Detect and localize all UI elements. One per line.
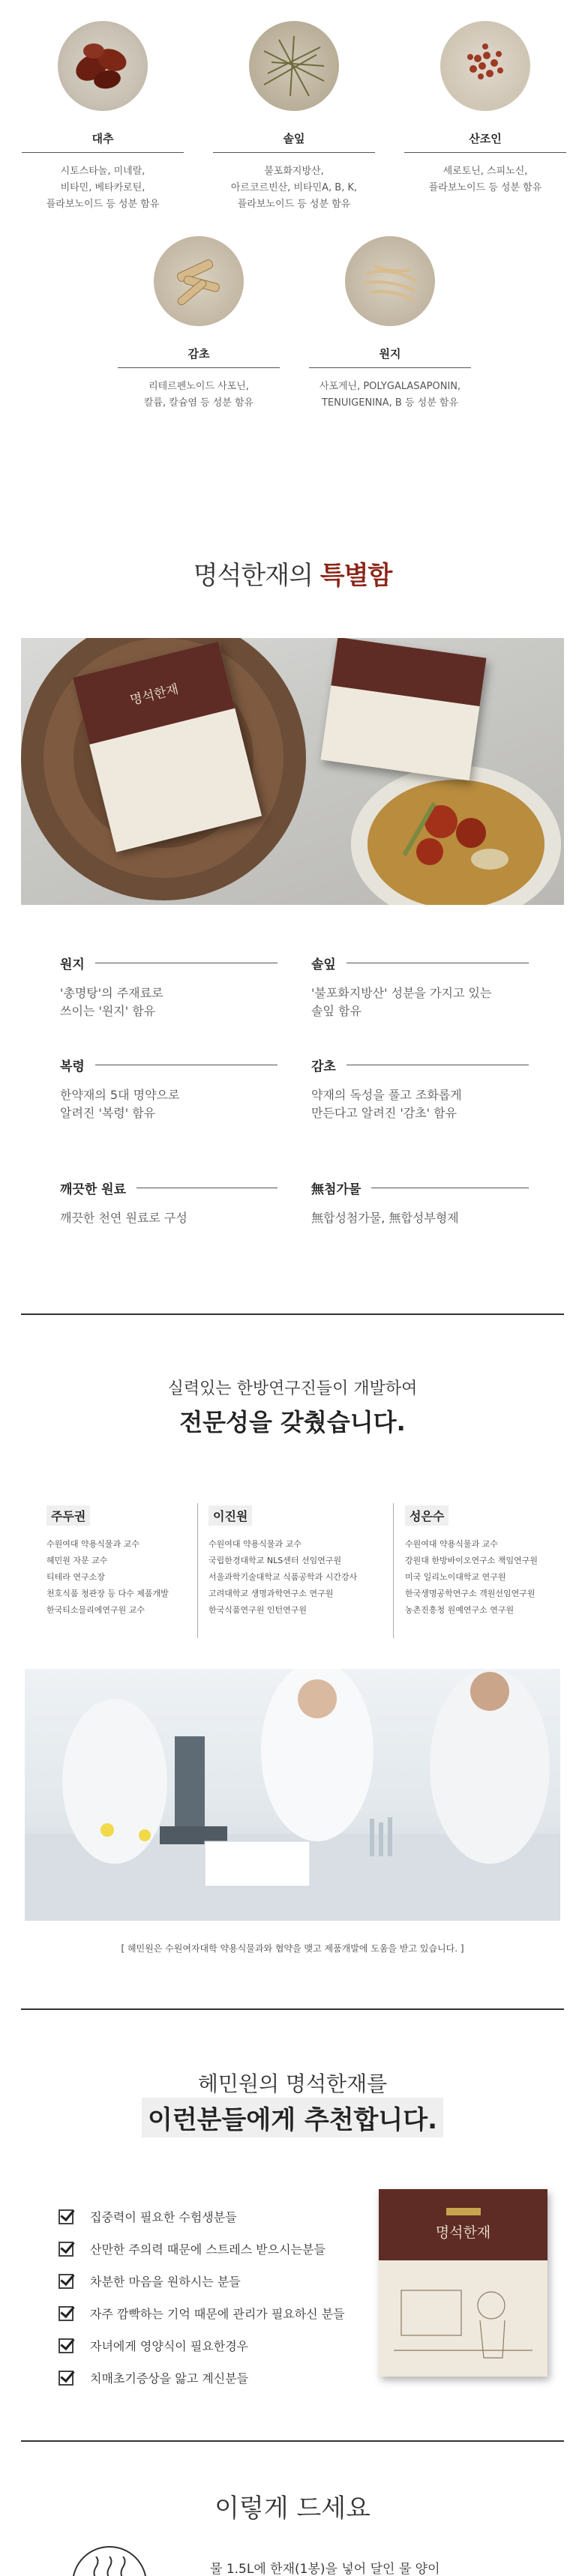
researcher-name: 이진원 <box>208 1505 252 1526</box>
career-line: 천호식품 청관장 등 다수 제품개발 <box>46 1589 169 1598</box>
list-item <box>58 2297 345 2329</box>
feature-desc: 약재의 독성을 풀고 조화롭게 만든다고 알려진 '감초' 함유 <box>311 1088 462 1120</box>
researcher-career <box>208 1536 378 1619</box>
feature-desc: 無합성첨가물, 無합성부형제 <box>311 1211 459 1225</box>
career-line: 수원여대 약용식물과 교수 <box>208 1539 302 1549</box>
section-divider <box>21 2008 564 2010</box>
career-line: 수원여대 약용식물과 교수 <box>405 1539 498 1549</box>
feature-title: 깨끗한 원료 <box>60 1182 127 1197</box>
list-item <box>58 2233 345 2265</box>
ingredient-desc: 세로토닌, 스피노신, 플라보노이드 등 성분 함유 <box>428 166 542 193</box>
special-title-highlight: 특별함 <box>320 561 392 591</box>
jujube-image <box>58 21 148 111</box>
product-box-illustration <box>379 2260 548 2377</box>
list-item-label: 집중력이 필요한 수험생분들 <box>90 2210 237 2224</box>
ingredient-desc: 시토스타놀, 미네랄, 비타민, 베타카로틴, 플라보노이드 등 성분 함유 <box>46 166 160 210</box>
career-line: 한국생명공학연구소 객원선임연구원 <box>405 1589 536 1598</box>
researcher-card <box>208 1505 378 1619</box>
licorice-image <box>154 236 244 326</box>
career-line: 한국식품연구원 인턴연구원 <box>208 1605 308 1615</box>
researcher-name: 성은수 <box>405 1505 448 1526</box>
checkbox-icon <box>58 2306 74 2321</box>
list-item <box>58 2329 345 2362</box>
list-item-label: 자주 깜빡하는 기억 때문에 관리가 필요하신 분들 <box>90 2307 345 2321</box>
feature-desc: 한약재의 5대 명약으로 알려진 '복령' 함유 <box>60 1088 180 1120</box>
list-item <box>58 2200 345 2233</box>
career-line: 티테라 연구소장 <box>46 1572 105 1582</box>
ingredient-desc: 불포화지방산, 아르코르빈산, 비타민A, B, K, 플라보노이드 등 성분 함유 <box>230 166 358 210</box>
product-box-label: 명석한재 <box>128 681 180 708</box>
researcher-card <box>405 1505 574 1619</box>
career-line: 서울과학기술대학교 식품공학과 시간강사 <box>208 1572 358 1582</box>
special-title-prefix: 명석한재의 <box>193 561 313 591</box>
feature-title: 복령 <box>60 1059 85 1074</box>
career-line: 강원대 한방바이오연구소 책임연구원 <box>405 1556 538 1565</box>
list-item <box>58 2265 345 2297</box>
howto-title: 이렇게 드세요 <box>214 2494 370 2524</box>
ingredient-name: 감초 <box>118 346 280 368</box>
ingredient-name: 원지 <box>309 346 471 368</box>
career-line: 농촌진흥청 원예연구소 연구원 <box>405 1605 514 1615</box>
list-item-label: 산만한 주의력 때문에 스트레스 받으시는분들 <box>90 2242 326 2257</box>
researcher-career <box>405 1536 574 1619</box>
researcher-divider <box>393 1503 394 1638</box>
checkbox-icon <box>58 2371 74 2386</box>
recommend-title-wrap <box>0 2098 585 2137</box>
feature-item <box>311 1179 529 1227</box>
researcher-career <box>46 1536 216 1619</box>
career-line: 헤민원 자문 교수 <box>46 1556 108 1565</box>
ingredient-card <box>196 21 392 213</box>
section-divider <box>21 1313 564 1315</box>
brand-logo <box>446 2208 481 2215</box>
feature-desc: '불포화지방산' 성분을 가지고 있는 솔잎 함유 <box>311 986 492 1018</box>
researcher-divider <box>197 1503 198 1638</box>
feature-title: 감초 <box>311 1059 336 1074</box>
feature-title: 無첨가물 <box>311 1182 362 1197</box>
checkbox-icon <box>58 2209 74 2224</box>
product-box <box>379 2189 548 2377</box>
recommend-subtitle: 헤민원의 명석한재를 <box>197 2071 388 2096</box>
ingredient-card <box>5 21 200 213</box>
research-subtitle: 실력있는 한방연구진들이 개발하여 <box>167 1379 418 1398</box>
checkbox-icon <box>58 2242 74 2257</box>
feature-title: 솔잎 <box>311 957 336 972</box>
feature-item <box>60 1056 278 1122</box>
howto-step: 물 1.5L에 한재(1봉)을 넣어 달인 물 양이 <box>210 2562 440 2576</box>
research-note: [ 헤민원은 수원여자대학 약용식물과와 협약을 맺고 제품개발에 도움을 받고 있습니다. ] <box>121 1943 464 1954</box>
career-line: 한국티소믈리에연구원 교수 <box>46 1605 146 1615</box>
product-photo <box>21 638 564 905</box>
feature-item <box>311 1056 529 1122</box>
feature-desc: '총명탕'의 주재료로 쓰이는 '원지' 함유 <box>60 986 164 1018</box>
feature-title: 원지 <box>60 957 85 972</box>
list-item-label: 치매초기증상을 앓고 계신분들 <box>90 2371 249 2386</box>
career-line: 미국 일리노이대학교 연구원 <box>405 1572 506 1582</box>
ingredient-desc: 사포게닌, POLYGALASAPONIN, TENUIGENINA, B 등 성분 함유 <box>319 381 461 409</box>
researcher-card <box>46 1505 216 1619</box>
feature-item <box>311 954 529 1020</box>
career-line: 수원여대 약용식물과 교수 <box>46 1539 140 1549</box>
career-line: 국립한경대학교 NLS센터 선임연구원 <box>208 1556 342 1565</box>
special-title <box>0 555 585 592</box>
product-box-right <box>320 638 486 780</box>
ingredient-card <box>101 236 296 412</box>
ingredient-name: 솔잎 <box>213 130 375 153</box>
ingredient-name: 대추 <box>22 130 184 153</box>
list-item-label: 자녀에게 영양식이 필요한경우 <box>90 2339 249 2353</box>
ingredient-card <box>388 21 583 196</box>
research-title: 전문성을 갖췄습니다. <box>179 1408 406 1436</box>
feature-item <box>60 954 278 1020</box>
feature-desc: 깨끗한 천연 원료로 구성 <box>60 1211 188 1225</box>
product-box-label: 명석한재 <box>435 2224 491 2241</box>
boiling-icon <box>72 2546 147 2576</box>
researcher-name: 주두권 <box>46 1505 90 1526</box>
ingredient-desc: 리테르펜노이드 사포닌, 칼륨, 칼슘염 등 성분 함유 <box>143 381 254 409</box>
checkbox-icon <box>58 2338 74 2353</box>
polygala-root-image <box>345 236 435 326</box>
list-item <box>58 2362 345 2394</box>
career-line: 고려대학교 생명과학연구소 연구원 <box>208 1589 334 1598</box>
jujube-seed-image <box>440 21 530 111</box>
lab-photo <box>25 1669 560 1921</box>
feature-item <box>60 1179 278 1227</box>
recommend-list <box>58 2200 345 2394</box>
recommend-title: 이런분들에게 추천합니다. <box>142 2098 443 2137</box>
checkbox-icon <box>58 2274 74 2289</box>
section-divider <box>21 2440 564 2442</box>
pine-needle-image <box>249 21 339 111</box>
list-item-label: 차분한 마음을 원하시는 분들 <box>90 2275 241 2289</box>
ingredient-name: 산조인 <box>404 130 566 153</box>
ingredient-card <box>292 236 488 412</box>
